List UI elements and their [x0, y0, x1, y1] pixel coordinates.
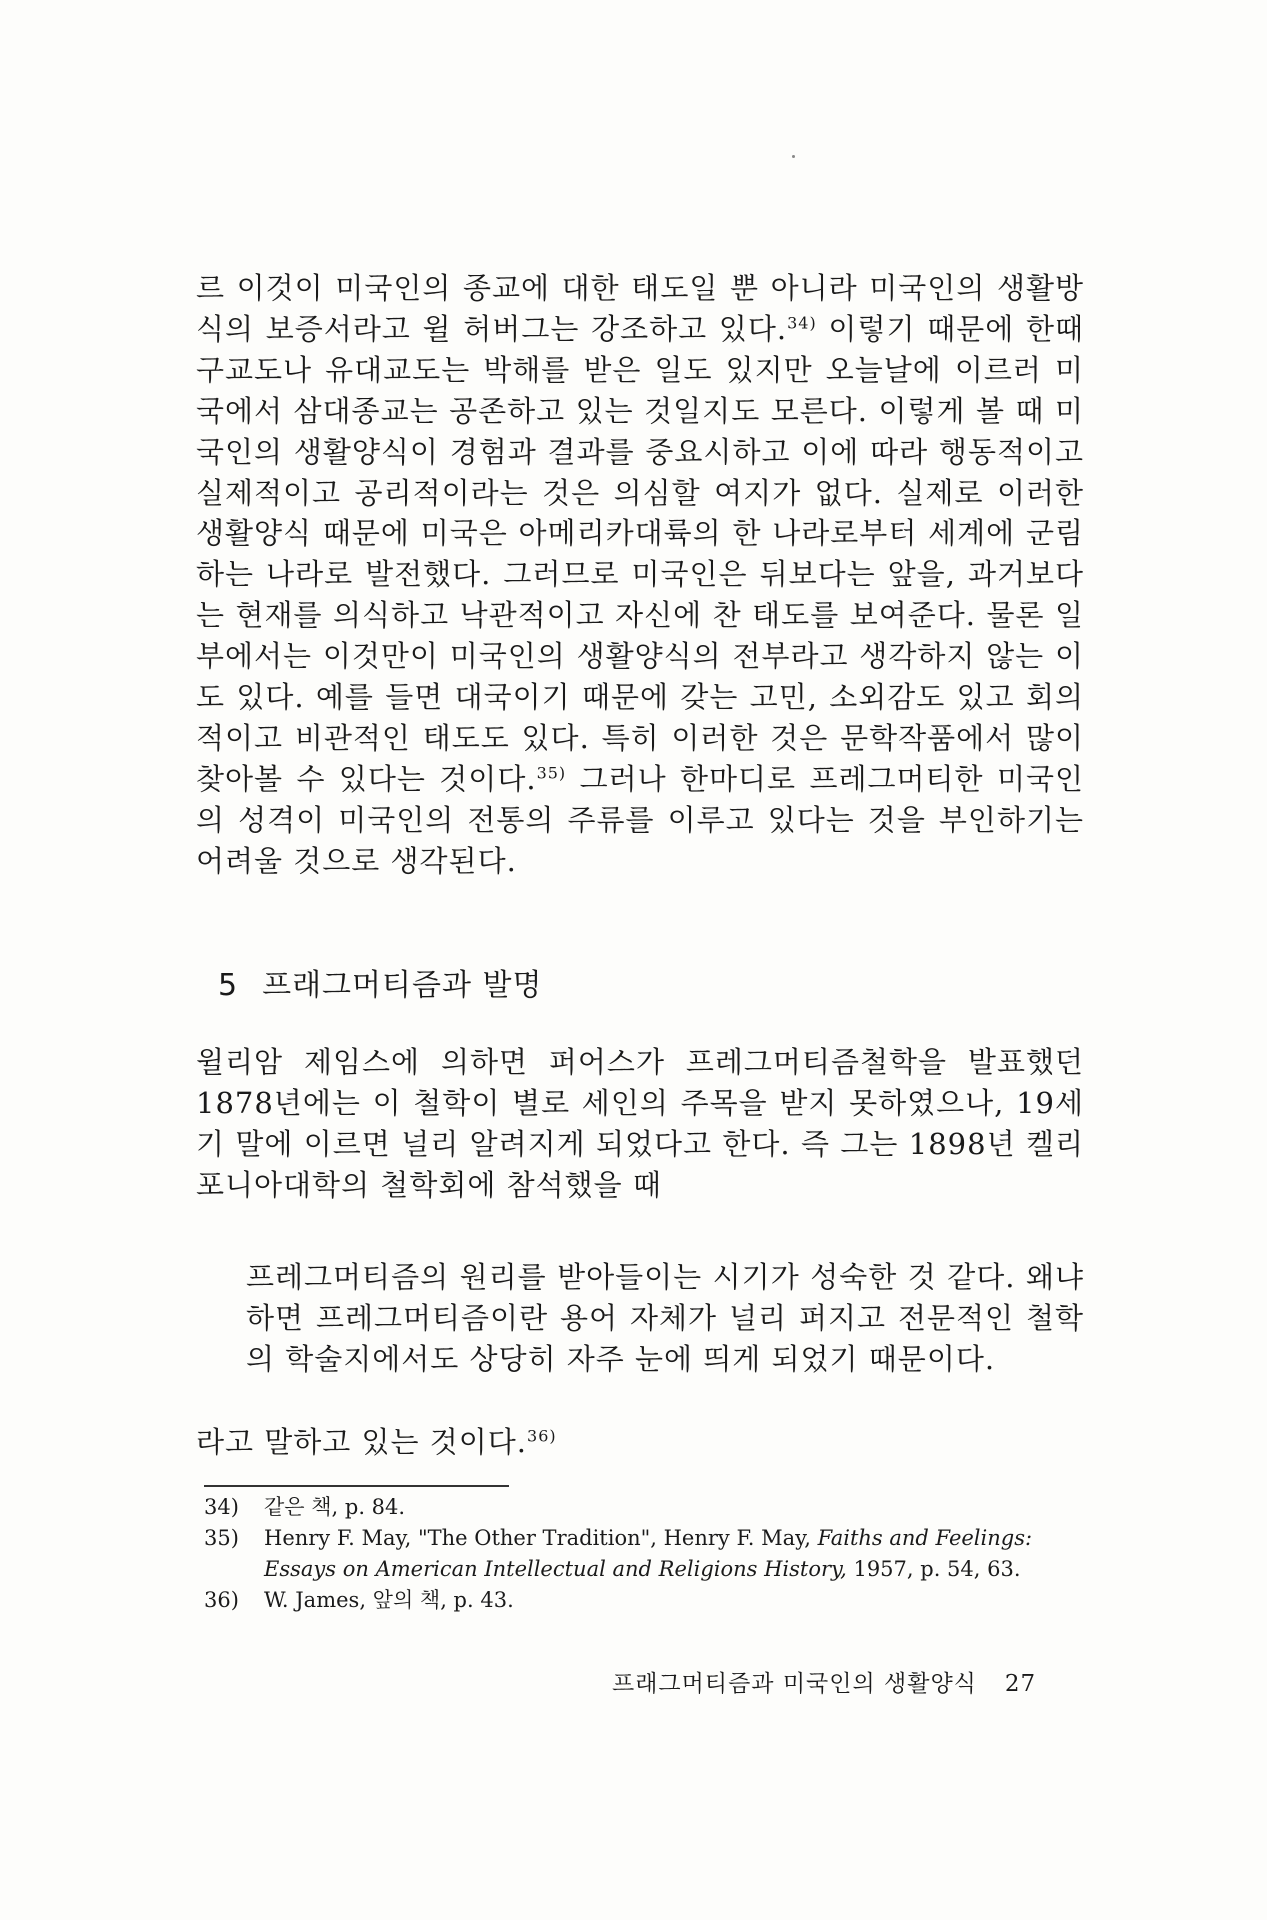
footnote-text: 같은 책, p. 84. [264, 1495, 406, 1519]
scan-speck [792, 155, 795, 158]
footnote-ref-36: 36) [527, 1426, 557, 1446]
paragraph-text: 라고 말하고 있는 것이다. [196, 1425, 528, 1459]
block-quote [246, 1257, 1084, 1380]
body-paragraph-2 [196, 1042, 1084, 1206]
section-heading [218, 960, 542, 1004]
footnote-number: 34) [204, 1495, 239, 1519]
running-title: 프래그머티즘과 미국인의 생활양식 [612, 1671, 977, 1697]
footnote-text [264, 1523, 1104, 1585]
footnote-citation: Henry F. May, "The Other Tradition", Henry F. May, [264, 1526, 818, 1550]
footnote-35 [204, 1523, 1104, 1585]
paragraph-text: 윌리암 제임스에 의하면 퍼어스가 프레그머티즘철학을 발표했던 1878년에는 이 철학이 별로 세인의 주목을 받지 못하였으나, 19세기 말에 이르면 널리 알려지게 되었다고 한다. 즉 그는 1898년 켈리포니아대학의 철학회에 참석했을 때 [196, 1045, 1084, 1202]
footnote-ref-35: 35) [536, 763, 567, 783]
footnote-citation-end: 1957, p. 54, 63. [846, 1557, 1021, 1581]
footnote-book-title: Faiths and Feelings: Essays on American Intellectual and Religions History, [264, 1526, 1033, 1581]
running-footer [612, 1665, 1036, 1698]
section-number: 5 [218, 968, 239, 1003]
footnote-34 [204, 1492, 1104, 1523]
footnote-number: 36) [204, 1588, 239, 1612]
quote-text: 프레그머티즘의 원리를 받아들이는 시기가 성숙한 것 같다. 왜냐하면 프레그머티즘이란 용어 자체가 널리 퍼지고 전문적인 철학의 학술지에서도 상당히 자주 눈에 띄게 되었기 때문이다. [246, 1260, 1084, 1376]
section-title: 프래그머티즘과 발명 [262, 968, 543, 1003]
footnote-divider [204, 1485, 509, 1487]
footnotes [204, 1492, 1104, 1616]
footnote-ref-34: 34) [787, 313, 817, 333]
footnote-text: W. James, 앞의 책, p. 43. [264, 1588, 514, 1612]
paragraph-text: 그러나 한마디로 프레그머티한 미국인의 성격이 미국인의 전통의 주류를 이루고 있다는 것을 부인하기는 어려울 것으로 생각된다. [196, 761, 1084, 878]
body-paragraph-3 [196, 1422, 1084, 1463]
body-paragraph-1 [196, 268, 1084, 882]
page-number: 27 [1004, 1671, 1037, 1697]
paragraph-text: 이렇기 때문에 한때 구교도나 유대교도는 박해를 받은 일도 있지만 오늘날에 이르러 미국에서 삼대종교는 공존하고 있는 것일지도 모른다. 이렇게 볼 때 미국인의 생활양식이 경험과 결과를 중요시하고 이에 따라 행동적이고 실제적이고 공리적이라는 것은 의심할 여지가 없다. 실제로 이러한 생활양식 때문에 미국은 아메리카대륙의 한 나라로부터 세계에 군림하는 나라로 발전했다. 그러므로 미국인은 뒤보다는 앞을, 과거보다는 현재를 의식하고 낙관적이고 자신에 찬 태도를 보여준다. 물론 일부에서는 이것만이 미국인의 생활양식의 전부라고 생각하지 않는 이도 있다. 예를 들면 대국이기 때문에 갖는 고민, 소외감도 있고 회의적이고 비관적인 태도도 있다. 특히 이러한 것은 문학작품에서 많이 찾아볼 수 있다는 것이다. [196, 311, 1084, 796]
paragraph-text: 르 이것이 미국인의 종교에 대한 태도일 뿐 아니라 미국인의 생활방식의 보증서라고 윌 허버그는 강조하고 있다. [196, 271, 1084, 346]
footnote-number: 35) [204, 1526, 239, 1550]
footnote-36 [204, 1585, 1104, 1616]
